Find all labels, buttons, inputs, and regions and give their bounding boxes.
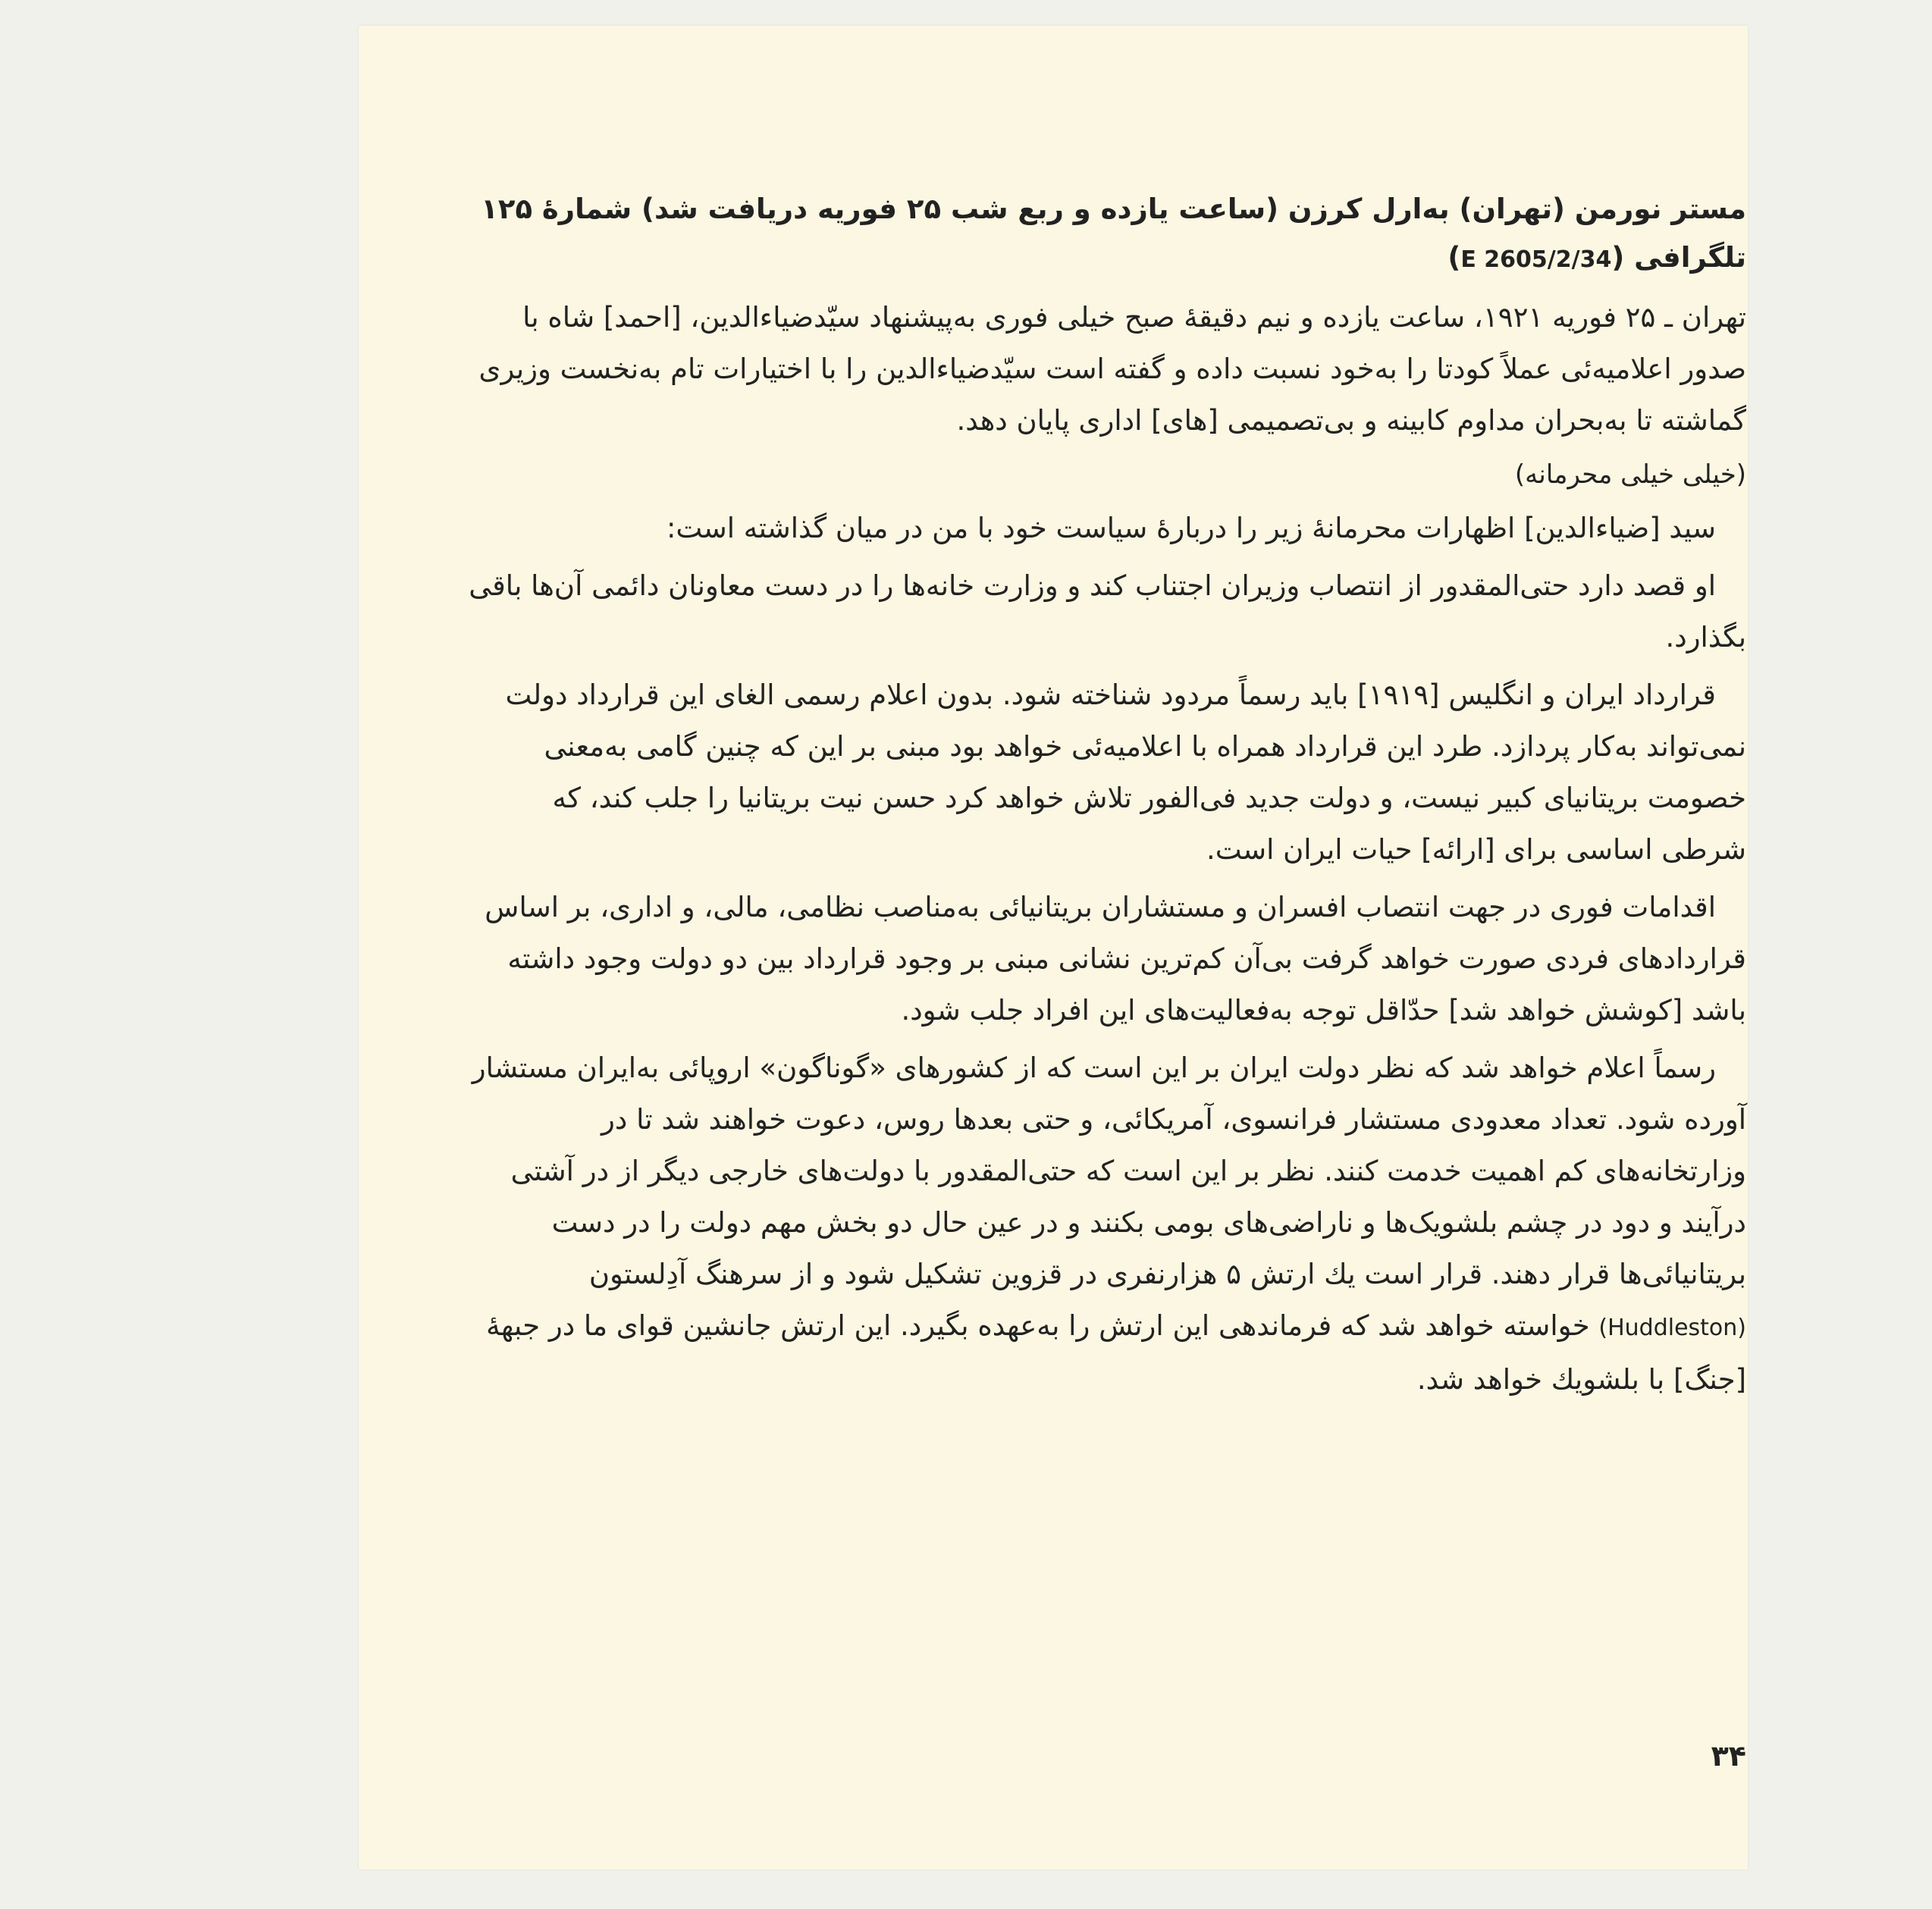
paragraph-ministers: او قصد دارد حتی‌المقدور از انتصاب وزیران اجتناب کند و وزارت خانه‌ها را در دست معاونان دائمی آن‌ها باقی بگذارد. — [469, 569, 1746, 654]
document-body — [465, 185, 1746, 1412]
paragraph-statements-intro: سید [ضیاءالدین] اظهارات محرمانهٔ زیر را دربارهٔ سیاست خود با من در میان گذاشته است: — [666, 512, 1716, 544]
archive-reference: E 2605/2/34 — [1460, 246, 1612, 273]
paragraph-officers: اقدامات فوری در جهت انتصاب افسران و مستشاران بریتانیائی به‌مناصب نظامی، مالی، و اداری، بر اساس قراردادهای فردی صورت خواهد گرفت بی‌آن کم‌ترین نشانی مبنی بر وجود قرارداد بین دو دولت وجود داشته باشد [کوشش خواهد شد] حدّاقل توجه به‌فعالیت‌های این افراد جلب شود. — [485, 891, 1746, 1027]
header-line-1: مستر نورمن (تهران) به‌ارل کرزن (ساعت یازده و ربع شب ۲۵ فوریه دریافت — [707, 193, 1746, 225]
paragraph-report-intro: تهران ـ ۲۵ فوریه ۱۹۲۱، ساعت یازده و نیم دقیقهٔ صبح خیلی فوری به‌پیشنهاد سیّدضیاءالدین، [احمد] شاه با صدور اعلامیه‌ئی عملاً کودتا را به‌خود نسبت داده و گفته است سیّدضیاءالدین را با اختیارات تام به‌نخست وزیری گماشته تا به‌بحران مداوم کابینه و بی‌تصمیمی [های] اداری پایان دهد. — [478, 301, 1746, 437]
page-number: ۳۴ — [1711, 1739, 1746, 1773]
document-page — [359, 26, 1748, 1870]
header-line-2: شد) شمارهٔ ۱۲۵ تلگرافی ( — [481, 193, 1746, 274]
paragraph-confidential-note: (خیلی خیلی محرمانه) — [1514, 459, 1746, 490]
paragraph-advisers-text: رسماً اعلام خواهد شد که نظر دولت ایران بر این است که از کشورهای «گوناگون» اروپائی به‌ایران مستشار آورده شود. تعداد معدودی مستشار فرانسوی، آمریکائی، و حتی بعدها روس، دعوت خواهند شد تا در وزارتخانه‌های کم اهمیت خدمت کنند. نظر بر این است که حتی‌المقدور با دولت‌های خارجی دیگر از در آشتی درآیند و دود در چشم بلشویک‌ها و ناراضی‌های بومی بکنند و در عین حال دو بخش مهم دولت را در دست بریتانیائی‌ها قرار دهند. قرار است یك ارتش ۵ هزارنفری در قزوین تشکیل شود و از سرهنگ آدِلستون — [472, 1052, 1746, 1290]
huddleston-name: (Huddleston) — [1598, 1315, 1746, 1341]
paragraph-advisers-end: خواسته خواهد شد که فرماندهی این ارتش را به‌عهده بگیرد. این ارتش جانشین قوای ما در جبههٔ [جنگ] با بلشویك خواهد شد. — [486, 1309, 1746, 1396]
header-line-2-end: ) — [1447, 241, 1461, 274]
paragraph-advisers — [465, 1042, 1746, 1406]
paragraph-agreement: قرارداد ایران و انگلیس [۱۹۱۹] باید رسماً مردود شناخته شود. بدون اعلام رسمی الغای این قرارداد دولت نمی‌تواند به‌کار پردازد. طرد این قرارداد همراه با اعلامیه‌ئی خواهد بود مبنی بر این که چنین گامی به‌معنی خصومت بریتانیای کبیر نیست، و دولت جدید فی‌الفور تلاش خواهد کرد حسن نیت بریتانیا را جلب کند، که شرطی اساسی برای [ارائه] حیات ایران است. — [505, 679, 1746, 866]
telegram-header — [465, 185, 1746, 284]
